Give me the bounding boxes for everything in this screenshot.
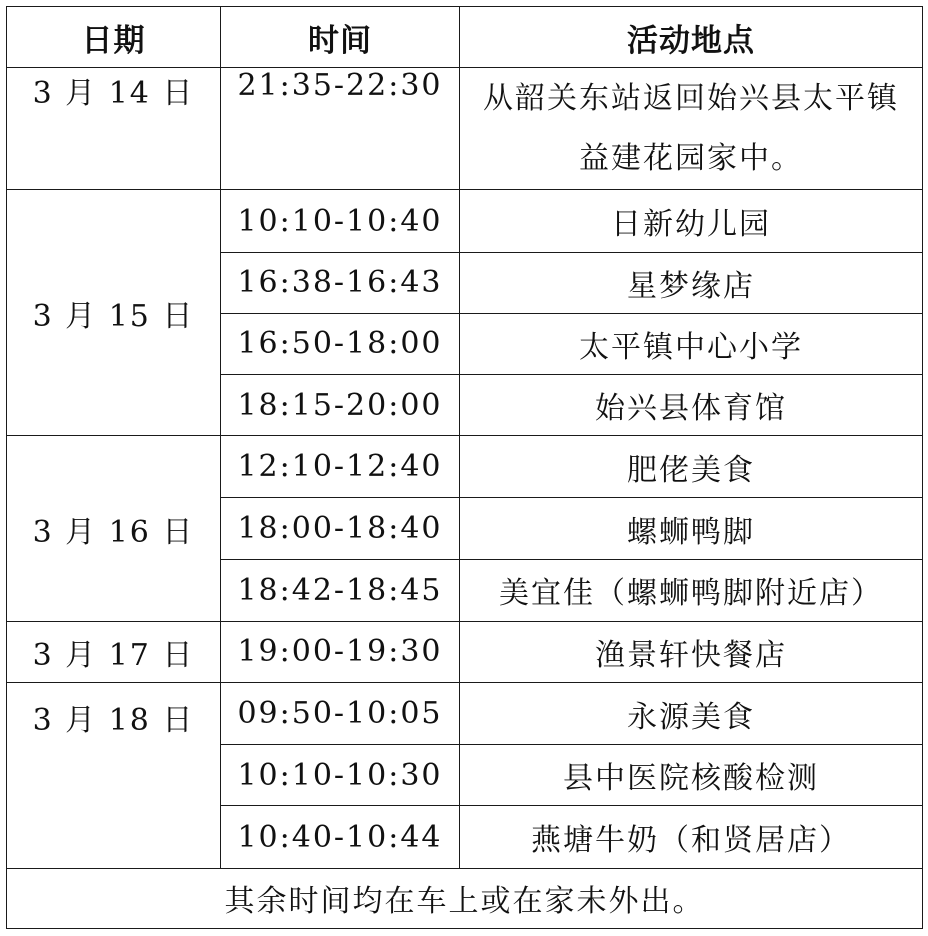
- date-cell: 3 月 15 日: [7, 190, 221, 436]
- time-cell: 10:10-10:40: [221, 190, 460, 252]
- time-cell: 10:10-10:30: [221, 745, 460, 806]
- date-cell: 3 月 18 日: [7, 683, 221, 869]
- location-cell: 从韶关东站返回始兴县太平镇益建花园家中。: [460, 68, 923, 190]
- time-cell: 09:50-10:05: [221, 683, 460, 745]
- location-cell: 始兴县体育馆: [460, 375, 923, 436]
- location-cell: 美宜佳（螺蛳鸭脚附近店）: [460, 559, 923, 621]
- location-cell: 螺蛳鸭脚: [460, 498, 923, 559]
- footer-row: [7, 868, 923, 928]
- footer-note: 其余时间均在车上或在家未外出。: [7, 868, 923, 928]
- itinerary-table: [6, 6, 923, 929]
- time-cell: 12:10-12:40: [221, 436, 460, 498]
- location-cell: 星梦缘店: [460, 252, 923, 313]
- table-row: [7, 436, 923, 498]
- table-row: [7, 190, 923, 252]
- header-date: 日期: [7, 7, 221, 68]
- time-cell: 18:42-18:45: [221, 559, 460, 621]
- date-cell: 3 月 17 日: [7, 621, 221, 682]
- time-cell: 18:15-20:00: [221, 375, 460, 436]
- header-location: 活动地点: [460, 7, 923, 68]
- location-cell: 太平镇中心小学: [460, 313, 923, 374]
- location-cell: 渔景轩快餐店: [460, 621, 923, 682]
- header-time: 时间: [221, 7, 460, 68]
- time-cell: 16:50-18:00: [221, 313, 460, 374]
- date-cell: 3 月 16 日: [7, 436, 221, 622]
- location-cell: 燕塘牛奶（和贤居店）: [460, 806, 923, 868]
- time-cell: 16:38-16:43: [221, 252, 460, 313]
- time-cell: 18:00-18:40: [221, 498, 460, 559]
- time-cell: 10:40-10:44: [221, 806, 460, 868]
- location-cell: 肥佬美食: [460, 436, 923, 498]
- table-row: [7, 621, 923, 682]
- date-cell: 3 月 14 日: [7, 68, 221, 190]
- time-cell: 21:35-22:30: [221, 68, 460, 190]
- time-cell: 19:00-19:30: [221, 621, 460, 682]
- table-row: [7, 683, 923, 745]
- header-row: [7, 7, 923, 68]
- table-row: [7, 68, 923, 190]
- location-cell: 日新幼儿园: [460, 190, 923, 252]
- location-cell: 永源美食: [460, 683, 923, 745]
- location-cell: 县中医院核酸检测: [460, 745, 923, 806]
